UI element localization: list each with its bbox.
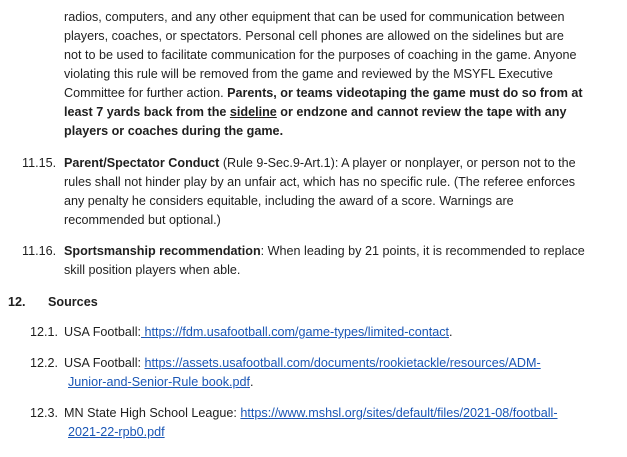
rule-line: violating this rule will be removed from the game and reviewed by the MSYFL Executive <box>64 67 553 81</box>
source-number: 12.1. <box>30 325 59 339</box>
rule-title: Parent/Spectator Conduct <box>64 156 220 170</box>
rule-line <box>64 242 614 261</box>
rule-number: 11.16. <box>22 244 57 258</box>
rule-bold-text: Parents, or teams videotaping the game must do so from at <box>227 86 583 100</box>
source-line <box>64 404 614 423</box>
rule-line: not to be used to facilitate communication for the purposes of coaching in the game. Anyone <box>64 48 577 62</box>
source-line <box>64 354 614 373</box>
source-number: 12.2. <box>30 356 59 370</box>
rule-text: Committee for further action. <box>64 86 228 100</box>
source-number: 12.3. <box>30 406 59 420</box>
rule-line: players, coaches, or spectators. Personal cell phones are allowed on the sidelines but are <box>64 29 564 43</box>
source-line <box>64 423 614 442</box>
source-line <box>64 373 614 392</box>
rule-line: skill position players when able. <box>64 263 241 277</box>
section-number: 12. <box>8 295 26 309</box>
rule-underlined-text: sideline <box>229 105 277 119</box>
rule-bold-text: least 7 yards back from the <box>64 105 230 119</box>
rule-text: : When leading by 21 points, it is recommended to replace <box>260 244 585 258</box>
rule-bold-text: or endzone and cannot review the tape with any <box>276 105 567 119</box>
rule-line: recommended but optional.) <box>64 213 221 227</box>
rule-line <box>64 84 614 103</box>
source-line <box>64 323 614 342</box>
rule-line <box>64 154 614 173</box>
rule-11-16 <box>64 242 614 280</box>
source-link[interactable]: https://fdm.usafootball.com/game-types/limited-contact <box>141 325 449 339</box>
rule-line: players or coaches during the game. <box>64 124 284 138</box>
rule-title: Sportsmanship recommendation <box>64 244 261 258</box>
rule-line: any penalty he considers equitable, including the award of a score. Warnings are <box>64 194 514 208</box>
source-label: MN State High School League: <box>64 406 241 420</box>
source-link-continued[interactable]: Junior-and-Senior-Rule book.pdf <box>68 375 251 389</box>
source-label: USA Football: <box>64 325 142 339</box>
source-label: USA Football: <box>64 356 145 370</box>
source-suffix: . <box>449 325 453 339</box>
source-suffix: . <box>250 375 254 389</box>
rule-line: rules shall not hinder play by an unfair act, which has no specific rule. (The referee enforces <box>64 175 576 189</box>
source-link-continued[interactable]: 2021-22-rpb0.pdf <box>68 425 165 439</box>
rule-line <box>64 103 614 122</box>
source-item <box>64 404 614 442</box>
source-item <box>64 354 614 392</box>
rule-11-15 <box>64 154 614 230</box>
section-title: Sources <box>48 295 98 309</box>
rule-11-14-continuation <box>64 8 614 141</box>
rule-line: radios, computers, and any other equipment that can be used for communication between <box>64 10 565 24</box>
rule-number: 11.15. <box>22 156 57 170</box>
source-item <box>64 323 614 342</box>
source-link[interactable]: https://assets.usafootball.com/documents/rookietackle/resources/ADM- <box>144 356 541 370</box>
rule-text: (Rule 9-Sec.9-Art.1): A player or nonplayer, or person not to the <box>219 156 576 170</box>
source-link[interactable]: https://www.mshsl.org/sites/default/files/2021-08/football- <box>240 406 558 420</box>
